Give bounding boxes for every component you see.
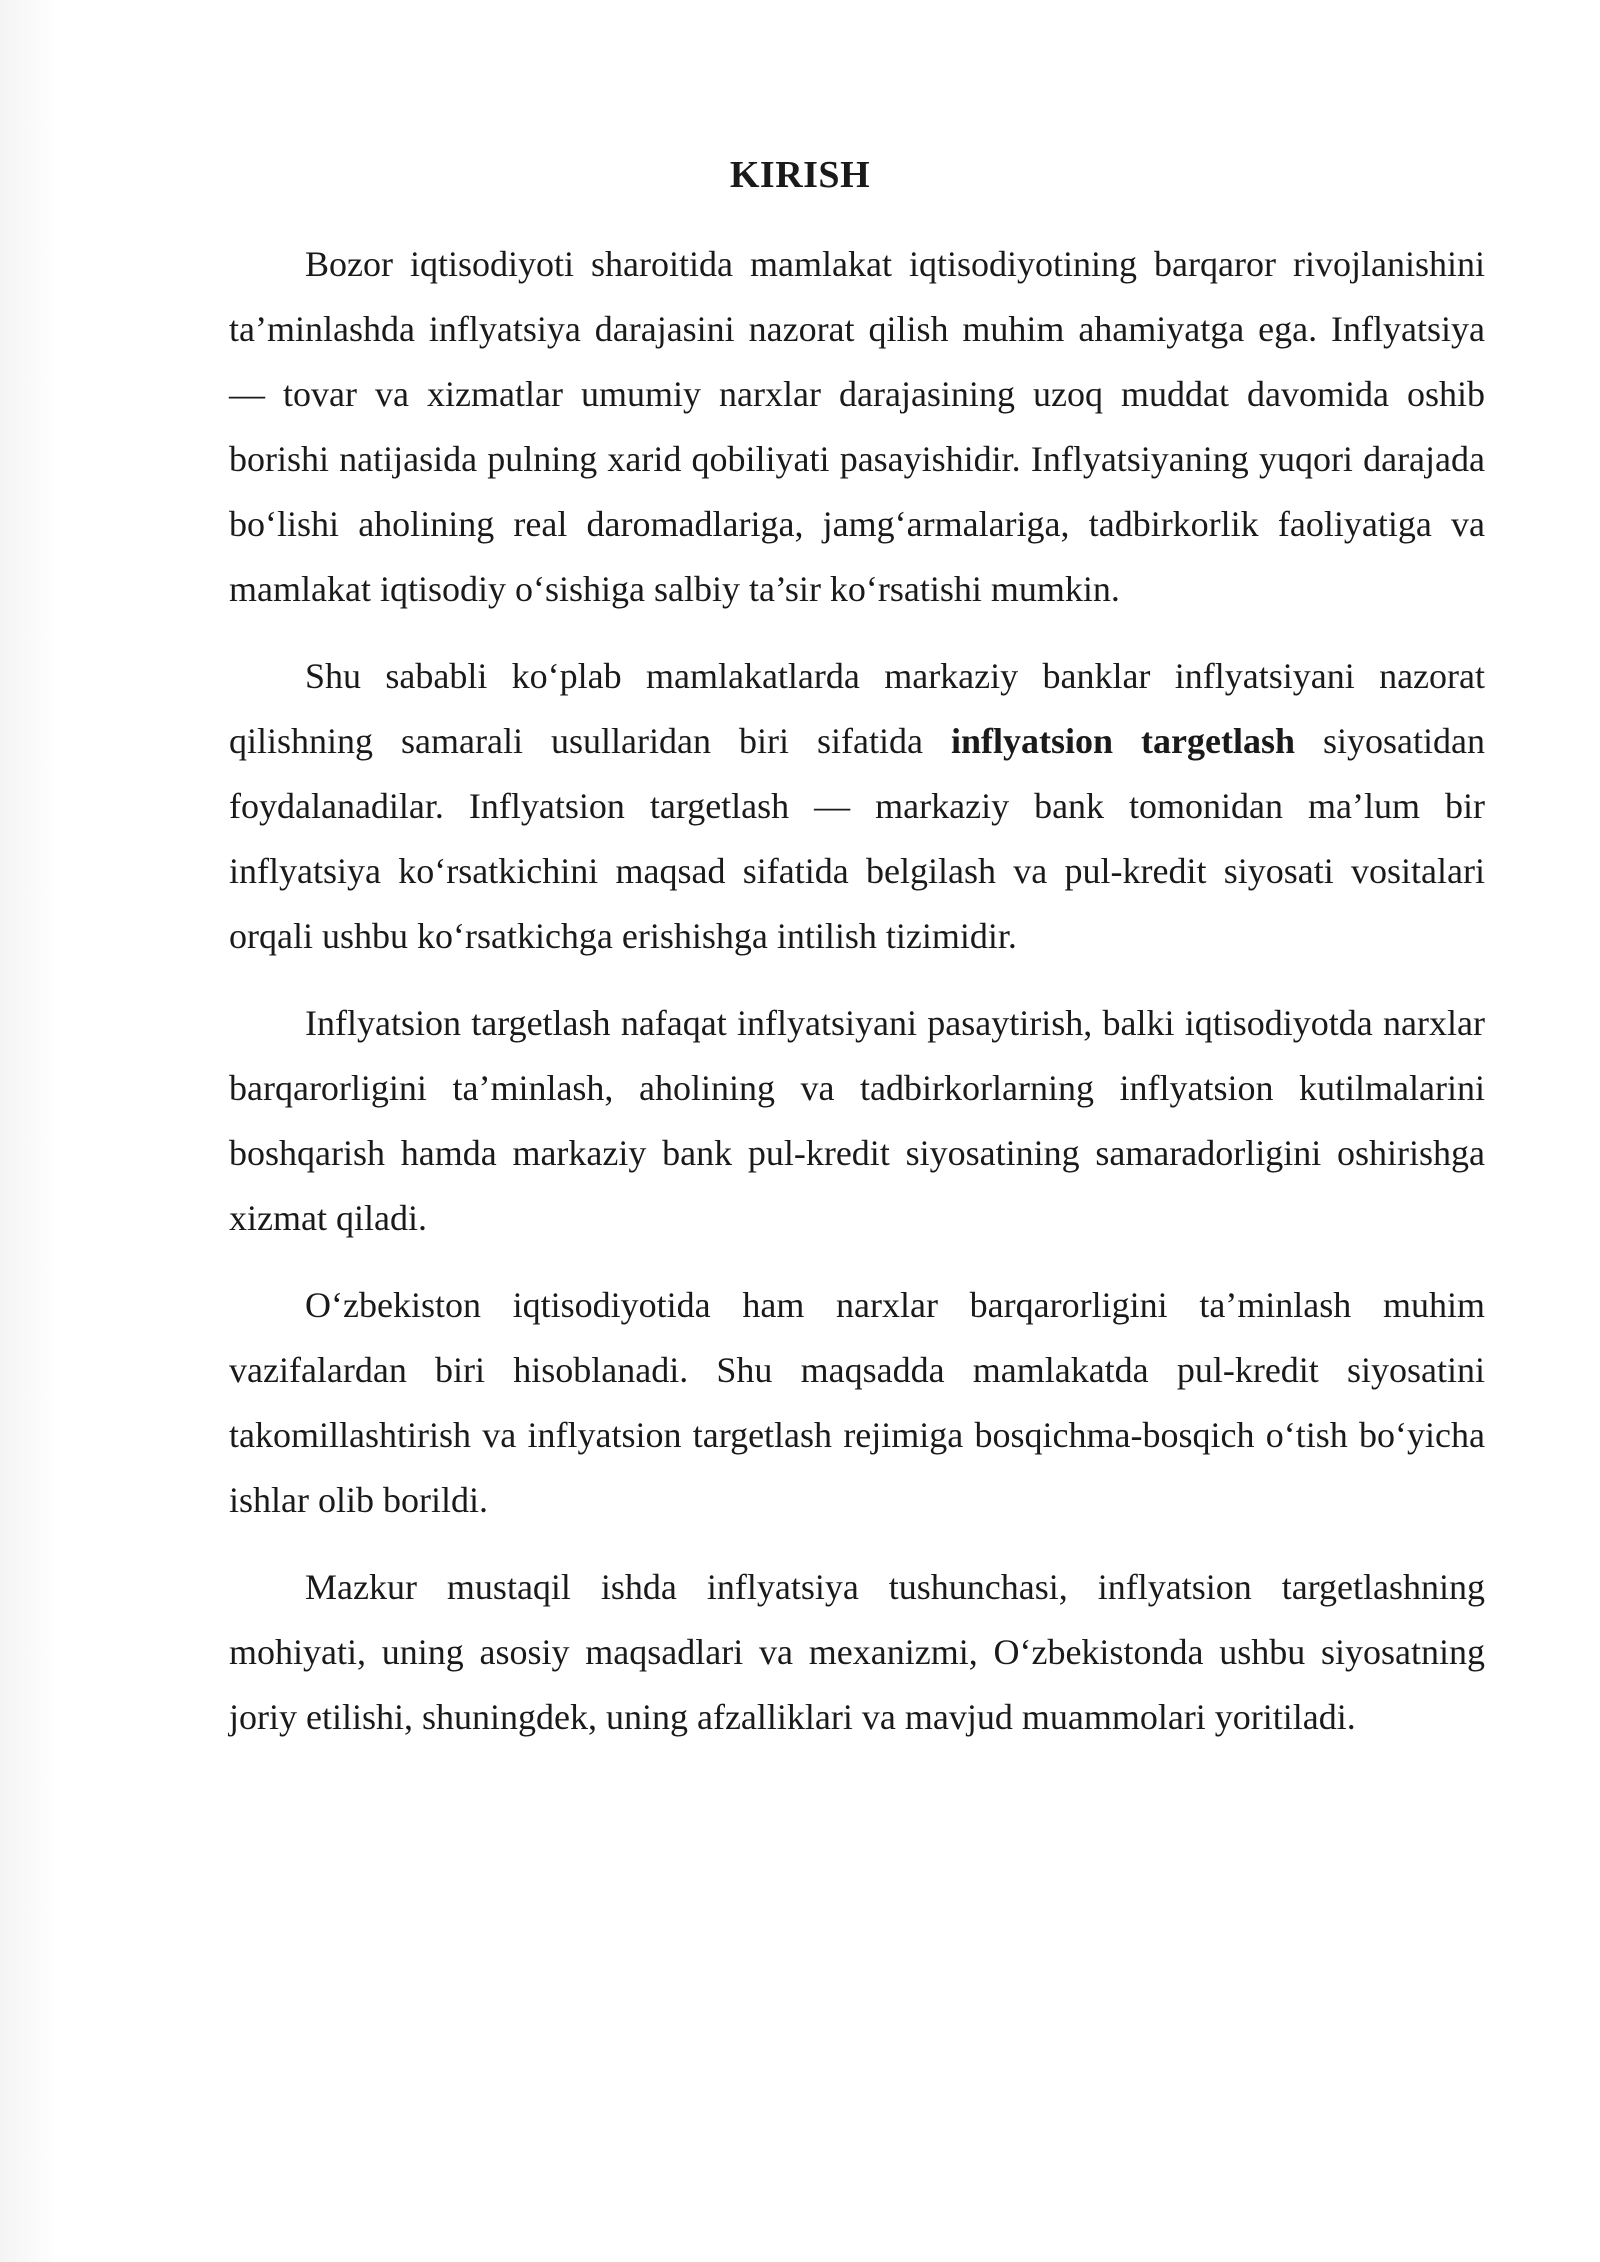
document-body: [229, 232, 1485, 1772]
paragraph-3: Inflyatsion targetlash nafaqat inflyatsiyani pasaytirish, balki iqtisodiyotda narxlar barqarorligini ta’minlash, aholining va tadbirkorlarning inflyatsion kutilmalarini boshqarish hamda markaziy bank pul-kredit siyosatining samaradorligini oshirishga xizmat qiladi.: [229, 1003, 1485, 1238]
paragraph-2: [229, 644, 1485, 969]
paragraph-2-text-after: siyosatidan foydalanadilar. Inflyatsion targetlash — markaziy bank tomonidan ma’lum bir inflyatsiya ko‘rsatkichini maqsad sifatida belgilash va pul-kredit siyosati vositalari orqali ushbu ko‘rsatkichga erishishga intilish tizimidir.: [229, 721, 1486, 956]
key-term-bold: inflyatsion targetlash: [950, 721, 1295, 761]
section-title: KIRISH: [729, 154, 871, 196]
paragraph-5: Mazkur mustaqil ishda inflyatsiya tushunchasi, inflyatsion targetlashning mohiyati, uning asosiy maqsadlari va mexanizmi, O‘zbekistonda ushbu siyosatning joriy etilishi, shuningdek, uning afzalliklari va mavjud muammolari yoritiladi.: [229, 1567, 1485, 1737]
page-edge-shadow: [0, 0, 60, 2262]
paragraph-1: Bozor iqtisodiyoti sharoitida mamlakat iqtisodiyotining barqaror rivojlanishini ta’minlashda inflyatsiya darajasini nazorat qilish muhim ahamiyatga ega. Inflyatsiya — tovar va xizmatlar umumiy narxlar darajasining uzoq muddat davomida oshib borishi natijasida pulning xarid qobiliyati pasayishidir. Inflyatsiyaning yuqori darajada bo‘lishi aholining real daromadlariga, jamg‘armalariga, tadbirkorlik faoliyatiga va mamlakat iqtisodiy o‘sishiga salbiy ta’sir ko‘rsatishi mumkin.: [229, 244, 1485, 609]
paragraph-4: O‘zbekiston iqtisodiyotida ham narxlar barqarorligini ta’minlash muhim vazifalardan biri hisoblanadi. Shu maqsadda mamlakatda pul-kredit siyosatini takomillashtirish va inflyatsion targetlash rejimiga bosqichma-bosqich o‘tish bo‘yicha ishlar olib borildi.: [229, 1285, 1485, 1520]
paragraph-2-text-before: Shu sababli ko‘plab mamlakatlarda markaziy banklar inflyatsiyani nazorat qilishning samarali usullaridan biri sifatida: [229, 656, 1485, 761]
